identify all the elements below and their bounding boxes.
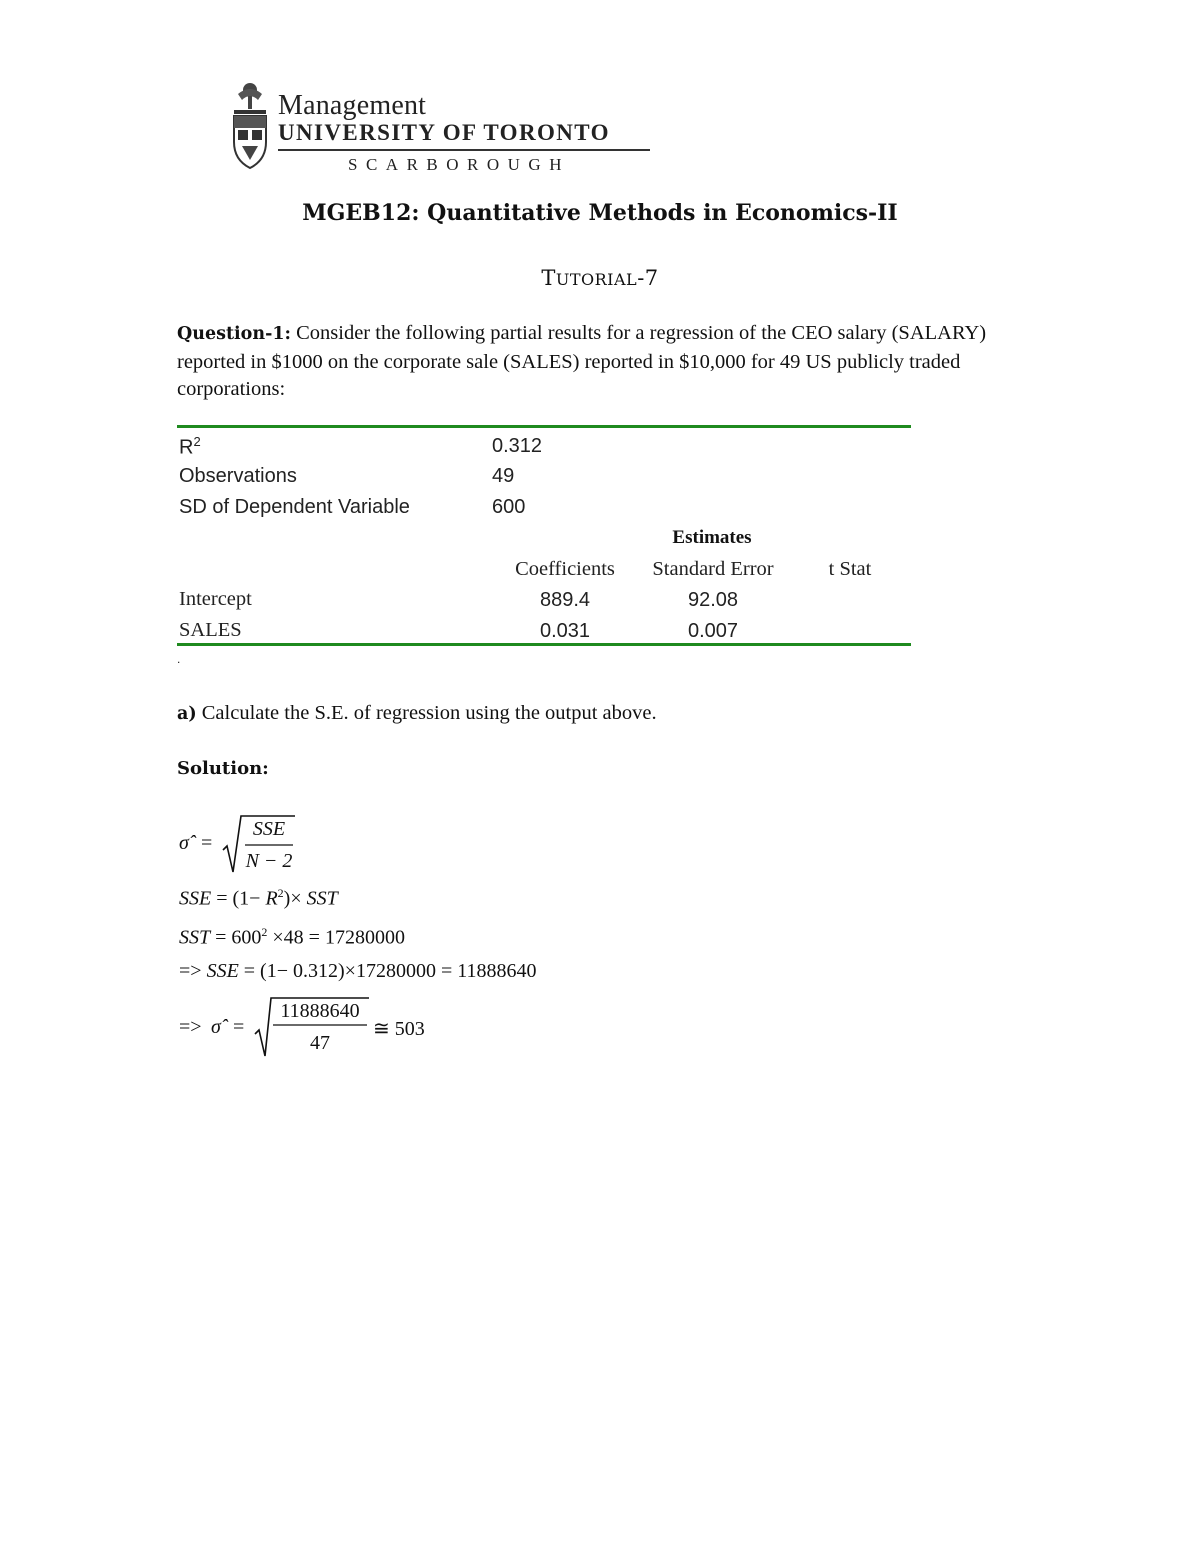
university-logo	[228, 80, 668, 180]
subtitle-smallcaps: UTORIAL	[555, 270, 638, 289]
cell-sales-coef: 0.031	[539, 620, 591, 642]
page-title: MGEB12: Quantitative Methods in Economics-II	[302, 200, 898, 226]
eq1-numerator: SSE	[252, 818, 286, 840]
equation-sst: SST = $600^2 \times 48 = 17280000$	[179, 925, 405, 949]
logo-divider	[278, 149, 650, 151]
eq1-denominator: N − 2	[245, 850, 293, 872]
logo-university-text: UNIVERSITY OF TORONTO	[278, 120, 610, 145]
table-top-rule	[177, 425, 911, 428]
equation-sse-value: => SSE = (1− 0.312)×17280000 = 11888640	[179, 960, 537, 982]
stat-value-r2: 0.312	[492, 435, 543, 457]
column-header-coefficients: Coefficients	[515, 558, 615, 580]
eq5-lhs: σ̂	[211, 1016, 221, 1038]
eq5-numerator: 11888640	[280, 1000, 360, 1022]
part-a-text: Calculate the S.E. of regression using the output above.	[201, 702, 657, 724]
column-header-standard-error: Standard Error	[652, 558, 774, 580]
stat-value-observations: 49	[492, 465, 515, 487]
stat-value-sd: 600	[492, 496, 526, 518]
logo-management-text: Management	[278, 90, 427, 121]
eq1-lhs: σ̂	[179, 832, 189, 854]
row-label-sales: SALES	[179, 619, 242, 641]
eq5-equals: =	[233, 1016, 245, 1038]
cell-sales-se: 0.007	[687, 620, 739, 642]
question-text: Consider the following partial results for a regression of the CEO salary (SALARY) reported in $1000 on the corporate sale (SALES) reported in $10,000 for 49 US publicly traded corporations:	[177, 322, 987, 400]
coat-of-arms-icon	[228, 80, 272, 176]
row-label-intercept: Intercept	[179, 588, 252, 610]
part-a-label: a)	[177, 704, 197, 724]
eq5-result: ≅ 503	[373, 1018, 425, 1040]
stat-label-sd: SD of Dependent Variable	[179, 496, 410, 518]
column-header-t-stat: t Stat	[828, 558, 872, 580]
part-a-prompt	[177, 702, 657, 725]
eq5-denominator: 47	[310, 1032, 330, 1054]
solution-heading: Solution:	[177, 758, 269, 779]
subtitle-number: -7	[637, 266, 659, 290]
question-label: Question-1:	[177, 324, 291, 344]
cell-intercept-coef: 889.4	[539, 589, 591, 611]
equation-sigma-definition	[177, 810, 317, 876]
question-paragraph	[177, 320, 1037, 404]
stat-label-observations: Observations	[179, 465, 297, 487]
eq1-equals: =	[201, 832, 213, 854]
equation-sse: SSE = $(1- R^2)\times$ SST	[179, 886, 338, 910]
table-bottom-rule	[177, 643, 911, 646]
subtitle-initial: T	[541, 266, 556, 290]
stat-label-r2: $R^2$	[179, 434, 201, 459]
table-group-header: Estimates	[672, 527, 752, 548]
table-footnote: .	[177, 652, 181, 666]
eq5-prefix: =>	[179, 1016, 202, 1038]
equation-sigma-value	[177, 994, 457, 1060]
logo-scarborough-text: SCARBOROUGH	[348, 155, 570, 174]
cell-intercept-se: 92.08	[687, 589, 739, 611]
page-subtitle	[0, 266, 1200, 290]
